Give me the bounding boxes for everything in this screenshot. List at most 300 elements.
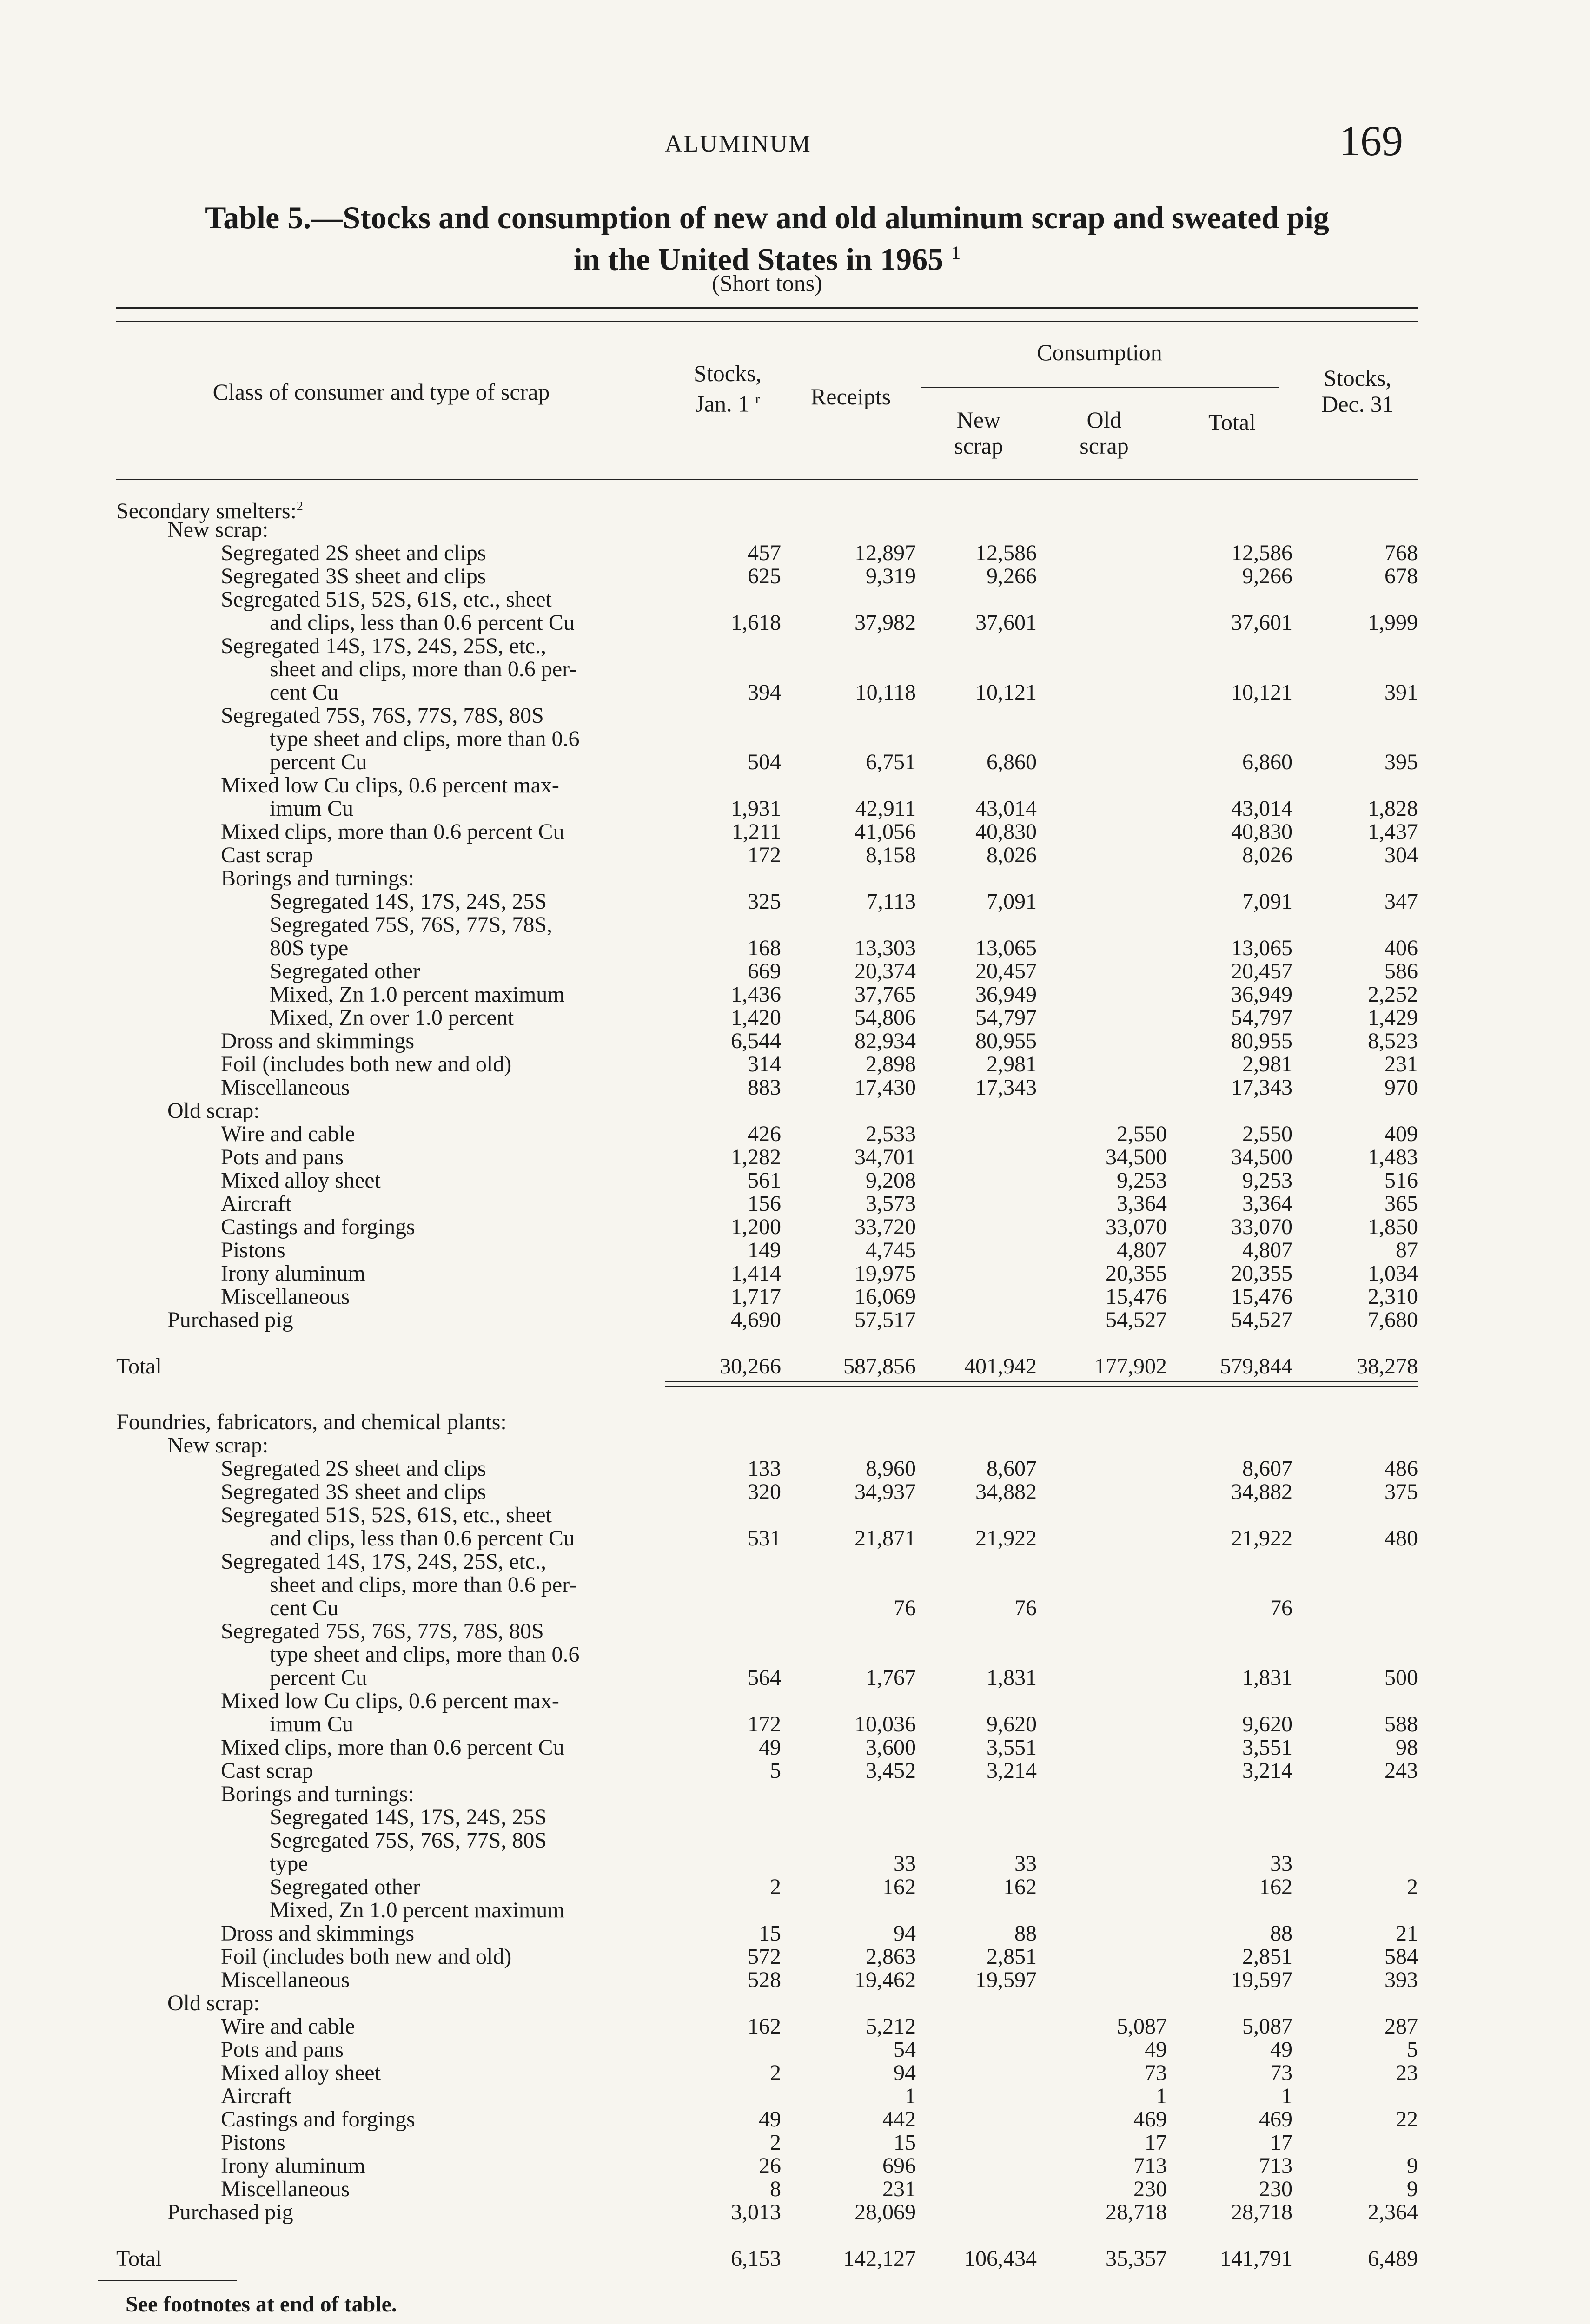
row-label: Segregated 14S, 17S, 24S, 25S — [270, 1805, 547, 1829]
cell-receipts: 33,720 — [855, 1215, 916, 1239]
cell-new-scrap: 8,026 — [987, 843, 1037, 867]
cell-new-scrap: 33 — [1014, 1851, 1037, 1876]
cell-stocks-dec: 586 — [1385, 959, 1418, 984]
cell-new-scrap: 7,091 — [987, 889, 1037, 914]
table-row — [0, 2061, 1590, 2085]
cell-stocks-dec: 375 — [1385, 1479, 1418, 1504]
row-label: Mixed alloy sheet — [221, 1168, 381, 1193]
cell-total: 579,844 — [1220, 1354, 1292, 1379]
cell-receipts: 10,036 — [855, 1712, 916, 1736]
row-label: Cast scrap — [221, 843, 313, 867]
row-label: cent Cu — [270, 1596, 338, 1620]
table-top-rule-inner — [116, 321, 1418, 322]
cell-receipts: 9,319 — [866, 564, 916, 588]
cell-total: 34,882 — [1231, 1479, 1292, 1504]
table-row — [0, 2038, 1590, 2061]
row-label: Segregated 14S, 17S, 24S, 25S, etc., — [221, 1549, 546, 1574]
cell-new-scrap: 21,922 — [975, 1526, 1037, 1551]
row-label: Mixed low Cu clips, 0.6 percent max- — [221, 773, 559, 798]
cell-stocks-jan: 49 — [759, 2107, 781, 2132]
table-row — [0, 2154, 1590, 2178]
table-row — [0, 1736, 1590, 1759]
row-label: imum Cu — [270, 1712, 354, 1736]
cell-new-scrap: 20,457 — [975, 959, 1037, 984]
cell-stocks-dec: 395 — [1385, 750, 1418, 774]
revised-mark: r — [755, 391, 760, 407]
total-row — [0, 2238, 1590, 2271]
cell-receipts: 442 — [882, 2107, 916, 2132]
cell-stocks-jan: 1,414 — [731, 1261, 781, 1286]
row-label: Purchased pig — [167, 2200, 293, 2225]
table-row — [0, 704, 1590, 727]
table-row — [0, 541, 1590, 565]
cell-new-scrap: 1,831 — [987, 1665, 1037, 1690]
cell-total: 17 — [1270, 2130, 1292, 2155]
table-row — [0, 634, 1590, 658]
cell-receipts: 54,806 — [855, 1005, 916, 1030]
cell-receipts: 3,452 — [866, 1758, 916, 1783]
row-label: Segregated 75S, 76S, 77S, 80S — [270, 1828, 547, 1853]
row-label: Mixed clips, more than 0.6 percent Cu — [221, 819, 564, 844]
cell-total: 28,718 — [1231, 2200, 1292, 2225]
table-row — [0, 1215, 1590, 1239]
cell-receipts: 82,934 — [855, 1029, 916, 1053]
table-row — [0, 1875, 1590, 1899]
cell-new-scrap: 6,860 — [987, 750, 1037, 774]
cell-old-scrap: 713 — [1133, 2153, 1167, 2178]
cell-stocks-jan: 3,013 — [731, 2200, 781, 2225]
row-label: Total — [116, 2246, 162, 2271]
cell-old-scrap: 35,357 — [1106, 2246, 1167, 2271]
table-units: (Short tons) — [712, 270, 822, 296]
cell-old-scrap: 49 — [1145, 2037, 1167, 2062]
table-row — [0, 611, 1590, 634]
cell-stocks-jan: 325 — [748, 889, 781, 914]
header-class: Class of consumer and type of scrap — [212, 379, 550, 405]
cell-stocks-jan: 1,618 — [731, 610, 781, 635]
row-label: sheet and clips, more than 0.6 per- — [270, 1572, 577, 1597]
row-label: Segregated 75S, 76S, 77S, 78S, 80S — [221, 703, 544, 728]
total-row — [0, 1346, 1590, 1378]
cell-old-scrap: 34,500 — [1106, 1145, 1167, 1169]
row-label: 80S type — [270, 936, 349, 960]
cell-receipts: 42,911 — [855, 796, 916, 821]
row-label: Segregated 75S, 76S, 77S, 78S, 80S — [221, 1619, 544, 1644]
cell-receipts: 5,212 — [866, 2014, 916, 2039]
table-row — [0, 1945, 1590, 1968]
cell-total: 3,214 — [1242, 1758, 1292, 1783]
row-label: Dross and skimmings — [221, 1029, 415, 1053]
row-label: Segregated other — [270, 1875, 420, 1899]
row-label: percent Cu — [270, 1665, 367, 1690]
row-label: Segregated 3S sheet and clips — [221, 1479, 486, 1504]
cell-new-scrap: 10,121 — [975, 680, 1037, 705]
row-label: Aircraft — [221, 1191, 292, 1216]
running-head — [0, 116, 1590, 167]
cell-receipts: 13,303 — [855, 936, 916, 960]
cell-receipts: 2,898 — [866, 1052, 916, 1076]
row-label: Wire and cable — [221, 2014, 355, 2039]
cell-stocks-dec: 1,034 — [1368, 1261, 1418, 1286]
cell-total: 33,070 — [1231, 1215, 1292, 1239]
table-row — [0, 1713, 1590, 1736]
cell-stocks-jan: 1,436 — [731, 982, 781, 1007]
cell-stocks-jan: 2 — [770, 1875, 781, 1899]
row-label: Segregated 14S, 17S, 24S, 25S — [270, 889, 547, 914]
cell-receipts: 587,856 — [843, 1354, 916, 1379]
row-label: Pistons — [221, 1238, 285, 1262]
cell-total: 54,797 — [1231, 1005, 1292, 1030]
cell-new-scrap: 19,597 — [975, 1967, 1037, 1992]
cell-receipts: 34,701 — [855, 1145, 916, 1169]
cell-stocks-dec: 8,523 — [1368, 1029, 1418, 1053]
row-label: type — [270, 1851, 308, 1876]
cell-new-scrap: 162 — [1003, 1875, 1037, 1899]
cell-new-scrap: 2,981 — [987, 1052, 1037, 1076]
cell-stocks-dec: 304 — [1385, 843, 1418, 867]
cell-stocks-dec: 2 — [1407, 1875, 1418, 1899]
cell-receipts: 57,517 — [855, 1307, 916, 1332]
cell-stocks-jan: 669 — [748, 959, 781, 984]
cell-old-scrap: 20,355 — [1106, 1261, 1167, 1286]
cell-stocks-dec: 21 — [1396, 1921, 1418, 1946]
cell-stocks-jan: 162 — [748, 2014, 781, 2039]
cell-receipts: 19,462 — [855, 1967, 916, 1992]
header-old-scrap: Old scrap — [1080, 407, 1129, 459]
cell-old-scrap: 4,807 — [1117, 1238, 1167, 1262]
row-label: Mixed, Zn over 1.0 percent — [270, 1005, 514, 1030]
cell-stocks-dec: 1,999 — [1368, 610, 1418, 635]
cell-total: 40,830 — [1231, 819, 1292, 844]
cell-stocks-jan: 394 — [748, 680, 781, 705]
table-row — [0, 1053, 1590, 1076]
row-label: type sheet and clips, more than 0.6 — [270, 726, 580, 751]
cell-stocks-jan: 133 — [748, 1456, 781, 1481]
cell-total: 8,026 — [1242, 843, 1292, 867]
cell-old-scrap: 469 — [1133, 2107, 1167, 2132]
cell-receipts: 37,765 — [855, 982, 916, 1007]
cell-total: 49 — [1270, 2037, 1292, 2062]
cell-stocks-dec: 87 — [1396, 1238, 1418, 1262]
cell-total: 3,551 — [1242, 1735, 1292, 1760]
cell-stocks-jan: 15 — [759, 1921, 781, 1946]
cell-stocks-dec: 231 — [1385, 1052, 1418, 1076]
row-label: sheet and clips, more than 0.6 per- — [270, 657, 577, 681]
cell-new-scrap: 43,014 — [975, 796, 1037, 821]
cell-total: 5,087 — [1242, 2014, 1292, 2039]
cell-total: 2,981 — [1242, 1052, 1292, 1076]
row-label: Secondary smelters:$^2$ — [116, 499, 303, 523]
table-row — [0, 1550, 1590, 1573]
cell-stocks-jan: 883 — [748, 1075, 781, 1100]
cell-total: 2,550 — [1242, 1122, 1292, 1146]
cell-stocks-dec: 2,310 — [1368, 1284, 1418, 1309]
cell-stocks-dec: 409 — [1385, 1122, 1418, 1146]
row-label: Castings and forgings — [221, 1215, 415, 1239]
table-row — [0, 1411, 1590, 1434]
table-row — [0, 1285, 1590, 1308]
table-row — [0, 658, 1590, 681]
cell-stocks-dec: 7,680 — [1368, 1307, 1418, 1332]
table-row — [0, 2108, 1590, 2131]
header-bottom-rule — [116, 479, 1418, 480]
cell-stocks-jan: 5 — [770, 1758, 781, 1783]
table-row — [0, 681, 1590, 704]
cell-stocks-dec: 480 — [1385, 1526, 1418, 1551]
cell-old-scrap: 15,476 — [1106, 1284, 1167, 1309]
cell-new-scrap: 13,065 — [975, 936, 1037, 960]
cell-total: 34,500 — [1231, 1145, 1292, 1169]
table-row — [0, 1434, 1590, 1457]
table-body — [0, 495, 1590, 2271]
table-row — [0, 1992, 1590, 2015]
header-stocks-dec: Stocks, Dec. 31 — [1321, 365, 1394, 417]
table-title-line-1: Table 5.—Stocks and consumption of new and old aluminum scrap and sweated pig — [205, 200, 1329, 235]
header-receipts: Receipts — [810, 383, 891, 409]
table-title-line-2: in the United States in 1965 $^1$ — [573, 241, 961, 277]
cell-stocks-jan: 6,544 — [731, 1029, 781, 1053]
row-label: Miscellaneous — [221, 1284, 350, 1309]
cell-receipts: 2,533 — [866, 1122, 916, 1146]
table-row — [0, 1308, 1590, 1332]
cell-new-scrap: 401,942 — [964, 1354, 1037, 1379]
row-label: Mixed alloy sheet — [221, 2060, 381, 2085]
cell-new-scrap: 17,343 — [975, 1075, 1037, 1100]
row-label: Foil (includes both new and old) — [221, 1944, 512, 1969]
table-row — [0, 1006, 1590, 1030]
cell-receipts: 1 — [905, 2084, 916, 2108]
cell-old-scrap: 54,527 — [1106, 1307, 1167, 1332]
row-label: and clips, less than 0.6 percent Cu — [270, 610, 575, 635]
cell-receipts: 1,767 — [866, 1665, 916, 1690]
cell-new-scrap: 3,551 — [987, 1735, 1037, 1760]
cell-stocks-jan: 314 — [748, 1052, 781, 1076]
page-number: 169 — [1339, 117, 1403, 165]
cell-stocks-dec: 1,429 — [1368, 1005, 1418, 1030]
cell-stocks-jan: 49 — [759, 1735, 781, 1760]
cell-receipts: 16,069 — [855, 1284, 916, 1309]
row-label: Old scrap: — [167, 1098, 260, 1123]
table-row — [0, 1480, 1590, 1504]
cell-stocks-dec: 22 — [1396, 2107, 1418, 2132]
header-stocks-jan: Stocks, Jan. 1 $^r$ — [694, 360, 762, 417]
cell-total: 2,851 — [1242, 1944, 1292, 1969]
row-label: and clips, less than 0.6 percent Cu — [270, 1526, 575, 1551]
row-label: Segregated other — [270, 959, 420, 984]
cell-stocks-jan: 30,266 — [720, 1354, 781, 1379]
running-title: ALUMINUM — [665, 131, 812, 157]
cell-total: 230 — [1259, 2177, 1292, 2201]
table-row — [0, 1643, 1590, 1666]
table-row — [0, 1968, 1590, 1992]
table-row — [0, 1122, 1590, 1146]
cell-old-scrap: 17 — [1145, 2130, 1167, 2155]
header-total: Total — [1208, 409, 1256, 435]
cell-stocks-dec: 500 — [1385, 1665, 1418, 1690]
cell-receipts: 33 — [894, 1851, 916, 1876]
cell-stocks-dec: 98 — [1396, 1735, 1418, 1760]
cell-total: 76 — [1270, 1596, 1292, 1620]
cell-total: 1,831 — [1242, 1665, 1292, 1690]
cell-stocks-dec: 1,483 — [1368, 1145, 1418, 1169]
table-row — [0, 1192, 1590, 1215]
table-row — [0, 518, 1590, 541]
row-label: New scrap: — [167, 1433, 269, 1458]
cell-total: 17,343 — [1231, 1075, 1292, 1100]
cell-receipts: 94 — [894, 1921, 916, 1946]
row-label: Wire and cable — [221, 1122, 355, 1146]
table-row — [0, 913, 1590, 937]
table-row — [0, 495, 1590, 523]
row-label: Cast scrap — [221, 1758, 313, 1783]
row-label: cent Cu — [270, 680, 338, 705]
cell-total: 713 — [1259, 2153, 1292, 2178]
table-row — [0, 1922, 1590, 1945]
cell-total: 4,807 — [1242, 1238, 1292, 1262]
cell-receipts: 34,937 — [855, 1479, 916, 1504]
table-row — [0, 2085, 1590, 2108]
row-label: Miscellaneous — [221, 1967, 350, 1992]
cell-new-scrap: 2,851 — [987, 1944, 1037, 1969]
row-label: Purchased pig — [167, 1307, 293, 1332]
cell-receipts: 6,751 — [866, 750, 916, 774]
cell-receipts: 3,600 — [866, 1735, 916, 1760]
cell-new-scrap: 88 — [1014, 1921, 1037, 1946]
cell-receipts: 28,069 — [855, 2200, 916, 2225]
cell-stocks-dec: 393 — [1385, 1967, 1418, 1992]
cell-stocks-jan: 1,717 — [731, 1284, 781, 1309]
row-label: Segregated 51S, 52S, 61S, etc., sheet — [221, 1503, 552, 1527]
cell-stocks-dec: 9 — [1407, 2153, 1418, 2178]
cell-receipts: 142,127 — [843, 2246, 916, 2271]
cell-stocks-jan: 561 — [748, 1168, 781, 1193]
cell-total: 20,457 — [1231, 959, 1292, 984]
cell-receipts: 231 — [882, 2177, 916, 2201]
cell-old-scrap: 73 — [1145, 2060, 1167, 2085]
row-label: Borings and turnings: — [221, 866, 414, 891]
table-row — [0, 1597, 1590, 1620]
cell-old-scrap: 5,087 — [1117, 2014, 1167, 2039]
table-row — [0, 1852, 1590, 1875]
cell-receipts: 2,863 — [866, 1944, 916, 1969]
row-label: Borings and turnings: — [221, 1782, 414, 1806]
cell-receipts: 37,982 — [855, 610, 916, 635]
cell-new-scrap: 36,949 — [975, 982, 1037, 1007]
row-label: Miscellaneous — [221, 1075, 350, 1100]
cell-total: 9,253 — [1242, 1168, 1292, 1193]
table-row — [0, 890, 1590, 913]
cell-receipts: 9,208 — [866, 1168, 916, 1193]
row-label: Miscellaneous — [221, 2177, 350, 2201]
cell-old-scrap: 177,902 — [1094, 1354, 1167, 1379]
table-row — [0, 727, 1590, 751]
cell-stocks-dec: 970 — [1385, 1075, 1418, 1100]
cell-stocks-dec: 1,850 — [1368, 1215, 1418, 1239]
cell-new-scrap: 80,955 — [975, 1029, 1037, 1053]
cell-total: 141,791 — [1220, 2246, 1292, 2271]
table-row — [0, 751, 1590, 774]
cell-stocks-jan: 172 — [748, 1712, 781, 1736]
table-row — [0, 1146, 1590, 1169]
cell-new-scrap: 106,434 — [964, 2246, 1037, 2271]
cell-total: 10,121 — [1231, 680, 1292, 705]
cell-stocks-dec: 584 — [1385, 1944, 1418, 1969]
cell-total: 6,860 — [1242, 750, 1292, 774]
section-gap — [0, 1392, 1590, 1411]
table-row — [0, 1690, 1590, 1713]
cell-stocks-dec: 243 — [1385, 1758, 1418, 1783]
row-label: Mixed, Zn 1.0 percent maximum — [270, 982, 565, 1007]
table-row — [0, 1030, 1590, 1053]
pre-total-gap — [0, 1332, 1590, 1346]
cell-stocks-jan: 625 — [748, 564, 781, 588]
cell-total: 7,091 — [1242, 889, 1292, 914]
cell-stocks-jan: 504 — [748, 750, 781, 774]
table-row — [0, 2201, 1590, 2224]
cell-total: 21,922 — [1231, 1526, 1292, 1551]
cell-stocks-dec: 365 — [1385, 1191, 1418, 1216]
table-row — [0, 1806, 1590, 1829]
cell-receipts: 94 — [894, 2060, 916, 2085]
cell-stocks-jan: 426 — [748, 1122, 781, 1146]
cell-receipts: 7,113 — [866, 889, 916, 914]
table-title — [116, 200, 1418, 277]
cell-stocks-jan: 6,153 — [731, 2246, 781, 2271]
cell-old-scrap: 28,718 — [1106, 2200, 1167, 2225]
row-label: Mixed clips, more than 0.6 percent Cu — [221, 1735, 564, 1760]
cell-stocks-dec: 6,489 — [1368, 2246, 1418, 2271]
cell-stocks-dec: 768 — [1385, 541, 1418, 565]
row-label: Total — [116, 1354, 162, 1379]
cell-stocks-jan: 168 — [748, 936, 781, 960]
cell-total: 9,266 — [1242, 564, 1292, 588]
cell-new-scrap: 3,214 — [987, 1758, 1037, 1783]
cell-receipts: 3,573 — [866, 1191, 916, 1216]
cell-stocks-jan: 172 — [748, 843, 781, 867]
cell-stocks-dec: 391 — [1385, 680, 1418, 705]
section-double-rule — [0, 1378, 1590, 1392]
cell-stocks-dec: 486 — [1385, 1456, 1418, 1481]
row-label: New scrap: — [167, 517, 269, 542]
cell-total: 36,949 — [1231, 982, 1292, 1007]
row-label: Irony aluminum — [221, 1261, 365, 1286]
row-label: Segregated 14S, 17S, 24S, 25S, etc., — [221, 634, 546, 658]
cell-total: 162 — [1259, 1875, 1292, 1899]
cell-new-scrap: 34,882 — [975, 1479, 1037, 1504]
table-row — [0, 1076, 1590, 1099]
cell-stocks-dec: 38,278 — [1357, 1354, 1418, 1379]
table-row — [0, 1620, 1590, 1643]
cell-new-scrap: 54,797 — [975, 1005, 1037, 1030]
row-label: Mixed, Zn 1.0 percent maximum — [270, 1898, 565, 1922]
row-label: Segregated 51S, 52S, 61S, etc., sheet — [221, 587, 552, 612]
table-row — [0, 1169, 1590, 1192]
cell-new-scrap: 8,607 — [987, 1456, 1037, 1481]
cell-total: 9,620 — [1242, 1712, 1292, 1736]
header-consumption: Consumption — [1037, 339, 1162, 365]
cell-new-scrap: 37,601 — [975, 610, 1037, 635]
cell-receipts: 162 — [882, 1875, 916, 1899]
cell-receipts: 4,745 — [866, 1238, 916, 1262]
cell-stocks-jan: 4,690 — [731, 1307, 781, 1332]
pre-total-gap — [0, 2224, 1590, 2238]
row-label: Castings and forgings — [221, 2107, 415, 2132]
row-label: Segregated 2S sheet and clips — [221, 541, 486, 565]
row-label: Aircraft — [221, 2084, 292, 2108]
cell-stocks-dec: 1,437 — [1368, 819, 1418, 844]
cell-stocks-jan: 26 — [759, 2153, 781, 2178]
cell-stocks-jan: 156 — [748, 1191, 781, 1216]
